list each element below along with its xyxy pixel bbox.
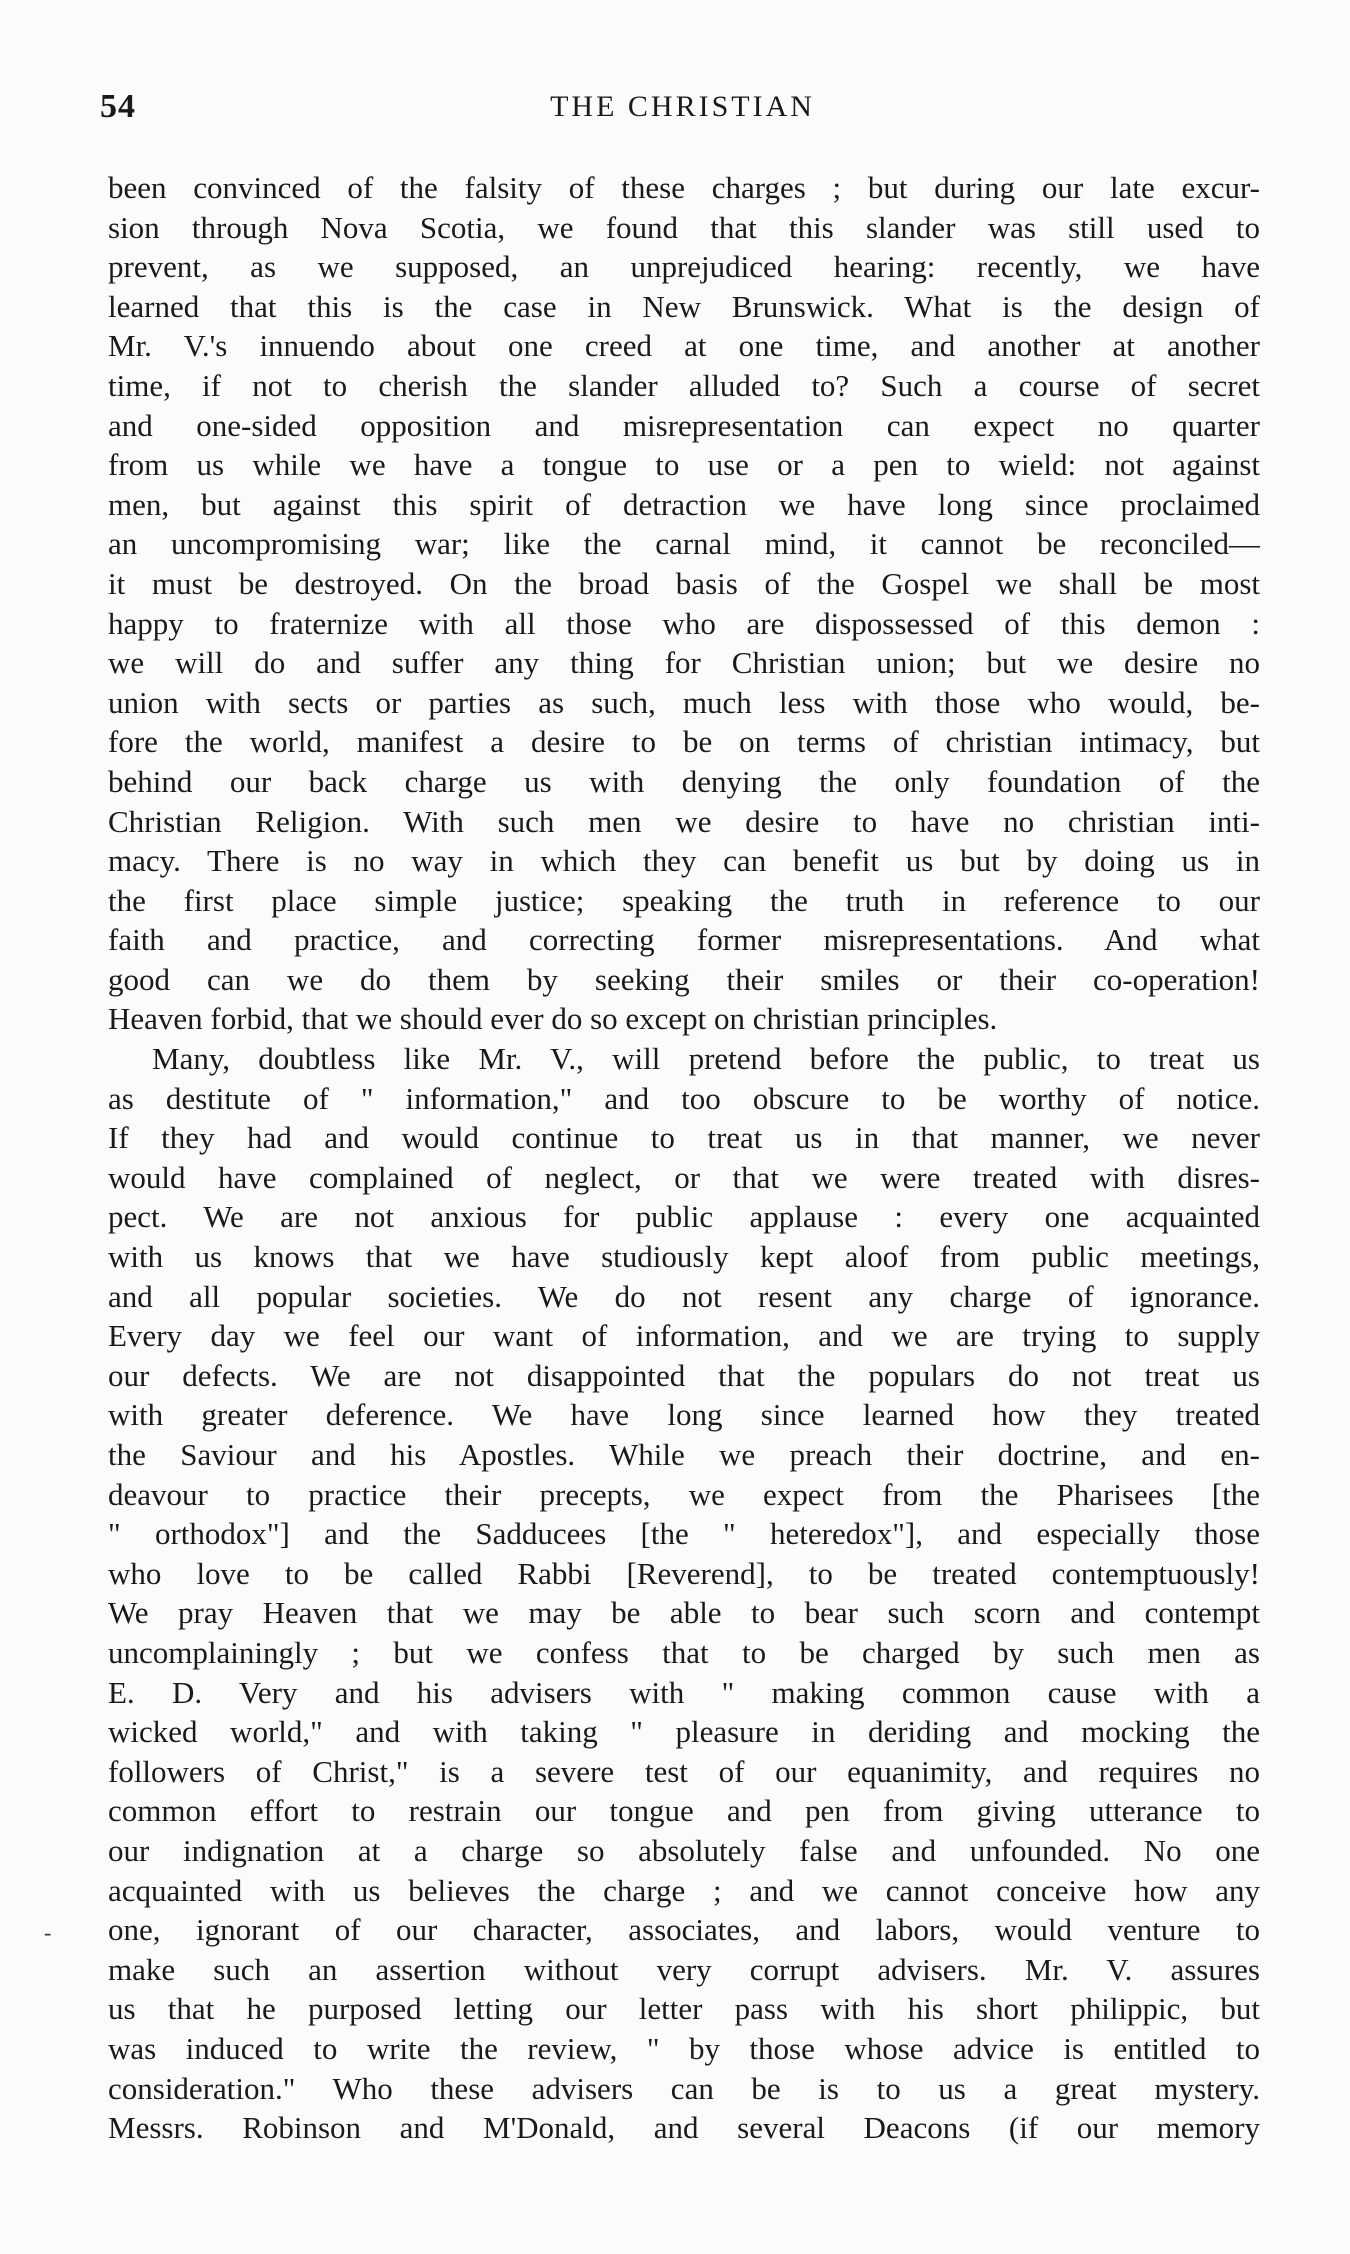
text-line: pect. We are not anxious for public applause : every one acquainted: [108, 1199, 1260, 1235]
text-line: followers of Christ," is a severe test of our equanimity, and requires no: [108, 1753, 1260, 1789]
text-line: acquainted with us believes the charge ; and we cannot conceive how any: [108, 1872, 1260, 1908]
body-text: [108, 168, 1260, 2148]
text-line: Christian Religion. With such men we desire to have no christian inti-: [108, 803, 1260, 839]
text-line: who love to be called Rabbi [Reverend], to be treated contemptuously!: [108, 1555, 1260, 1591]
text-line: time, if not to cherish the slander alluded to? Such a course of secret: [108, 367, 1260, 403]
text-line: Every day we feel our want of information, and we are trying to supply: [108, 1318, 1260, 1354]
margin-mark: -: [44, 1920, 52, 1945]
text-line: we will do and suffer any thing for Christian union; but we desire no: [108, 645, 1260, 681]
text-line: If they had and would continue to treat us in that manner, we never: [108, 1120, 1260, 1156]
text-line: it must be destroyed. On the broad basis of the Gospel we shall be most: [108, 565, 1260, 601]
text-line: make such an assertion without very corrupt advisers. Mr. V. assures: [108, 1951, 1260, 1987]
text-line: uncomplainingly ; but we confess that to be charged by such men as: [108, 1634, 1260, 1670]
text-line: with us knows that we have studiously kept aloof from public meetings,: [108, 1239, 1260, 1275]
text-line: learned that this is the case in New Brunswick. What is the design of: [108, 288, 1260, 324]
text-line: from us while we have a tongue to use or a pen to wield: not against: [108, 447, 1260, 483]
text-line: Many, doubtless like Mr. V., will pretend before the public, to treat us: [152, 1041, 1260, 1077]
text-line: deavour to practice their precepts, we expect from the Pharisees [the: [108, 1476, 1260, 1512]
text-line: Heaven forbid, that we should ever do so except on christian principles.: [108, 1001, 998, 1037]
text-line: and all popular societies. We do not resent any charge of ignorance.: [108, 1278, 1260, 1314]
text-line: Messrs. Robinson and M'Donald, and several Deacons (if our memory: [108, 2110, 1260, 2146]
text-line: good can we do them by seeking their smiles or their co-operation!: [108, 961, 1260, 997]
text-line: faith and practice, and correcting former misrepresentations. And what: [108, 922, 1260, 958]
text-line: Mr. V.'s innuendo about one creed at one time, and another at another: [108, 328, 1260, 364]
text-line: the Saviour and his Apostles. While we preach their doctrine, and en-: [108, 1437, 1260, 1472]
page-number: 54: [100, 88, 136, 125]
text-line: common effort to restrain our tongue and pen from giving utterance to: [108, 1793, 1260, 1829]
text-line: an uncompromising war; like the carnal mind, it cannot be reconciled—: [108, 526, 1260, 562]
text-line: men, but against this spirit of detraction we have long since proclaimed: [108, 486, 1260, 522]
text-line: wicked world," and with taking " pleasure in deriding and mocking the: [108, 1714, 1260, 1750]
text-line: us that he purposed letting our letter pass with his short philippic, but: [108, 1991, 1260, 2027]
text-line: as destitute of " information," and too obscure to be worthy of notice.: [108, 1080, 1260, 1116]
text-line: consideration." Who these advisers can be is to us a great mystery.: [108, 2070, 1260, 2106]
text-line: would have complained of neglect, or that we were treated with disres-: [108, 1159, 1260, 1195]
running-head: [100, 88, 1265, 128]
text-line: the first place simple justice; speaking the truth in reference to our: [108, 882, 1260, 918]
running-title: THE CHRISTIAN: [550, 90, 815, 123]
text-line: happy to fraternize with all those who are dispossessed of this demon :: [108, 605, 1260, 641]
text-line: We pray Heaven that we may be able to bear such scorn and contempt: [108, 1595, 1260, 1631]
text-line: been convinced of the falsity of these charges ; but during our late excur-: [108, 170, 1260, 205]
text-line: our defects. We are not disappointed that the populars do not treat us: [108, 1357, 1260, 1393]
text-line: macy. There is no way in which they can benefit us but by doing us in: [108, 843, 1260, 879]
text-line: our indignation at a charge so absolutely false and unfounded. No one: [108, 1832, 1260, 1868]
text-line: was induced to write the review, " by those whose advice is entitled to: [108, 2030, 1260, 2066]
text-line: and one-sided opposition and misrepresentation can expect no quarter: [108, 407, 1260, 443]
text-line: fore the world, manifest a desire to be on terms of christian intimacy, but: [108, 724, 1260, 760]
text-line: prevent, as we supposed, an unprejudiced hearing: recently, we have: [108, 249, 1260, 285]
text-line: sion through Nova Scotia, we found that this slander was still used to: [108, 209, 1260, 245]
text-line: one, ignorant of our character, associates, and labors, would venture to: [108, 1912, 1260, 1948]
text-line: E. D. Very and his advisers with " making common cause with a: [108, 1674, 1260, 1710]
text-line: with greater deference. We have long since learned how they treated: [108, 1397, 1260, 1433]
text-line: behind our back charge us with denying the only foundation of the: [108, 763, 1260, 799]
text-line: " orthodox"] and the Sadducees [the " heteredox"], and especially those: [108, 1516, 1260, 1552]
text-line: union with sects or parties as such, much less with those who would, be-: [108, 684, 1260, 720]
